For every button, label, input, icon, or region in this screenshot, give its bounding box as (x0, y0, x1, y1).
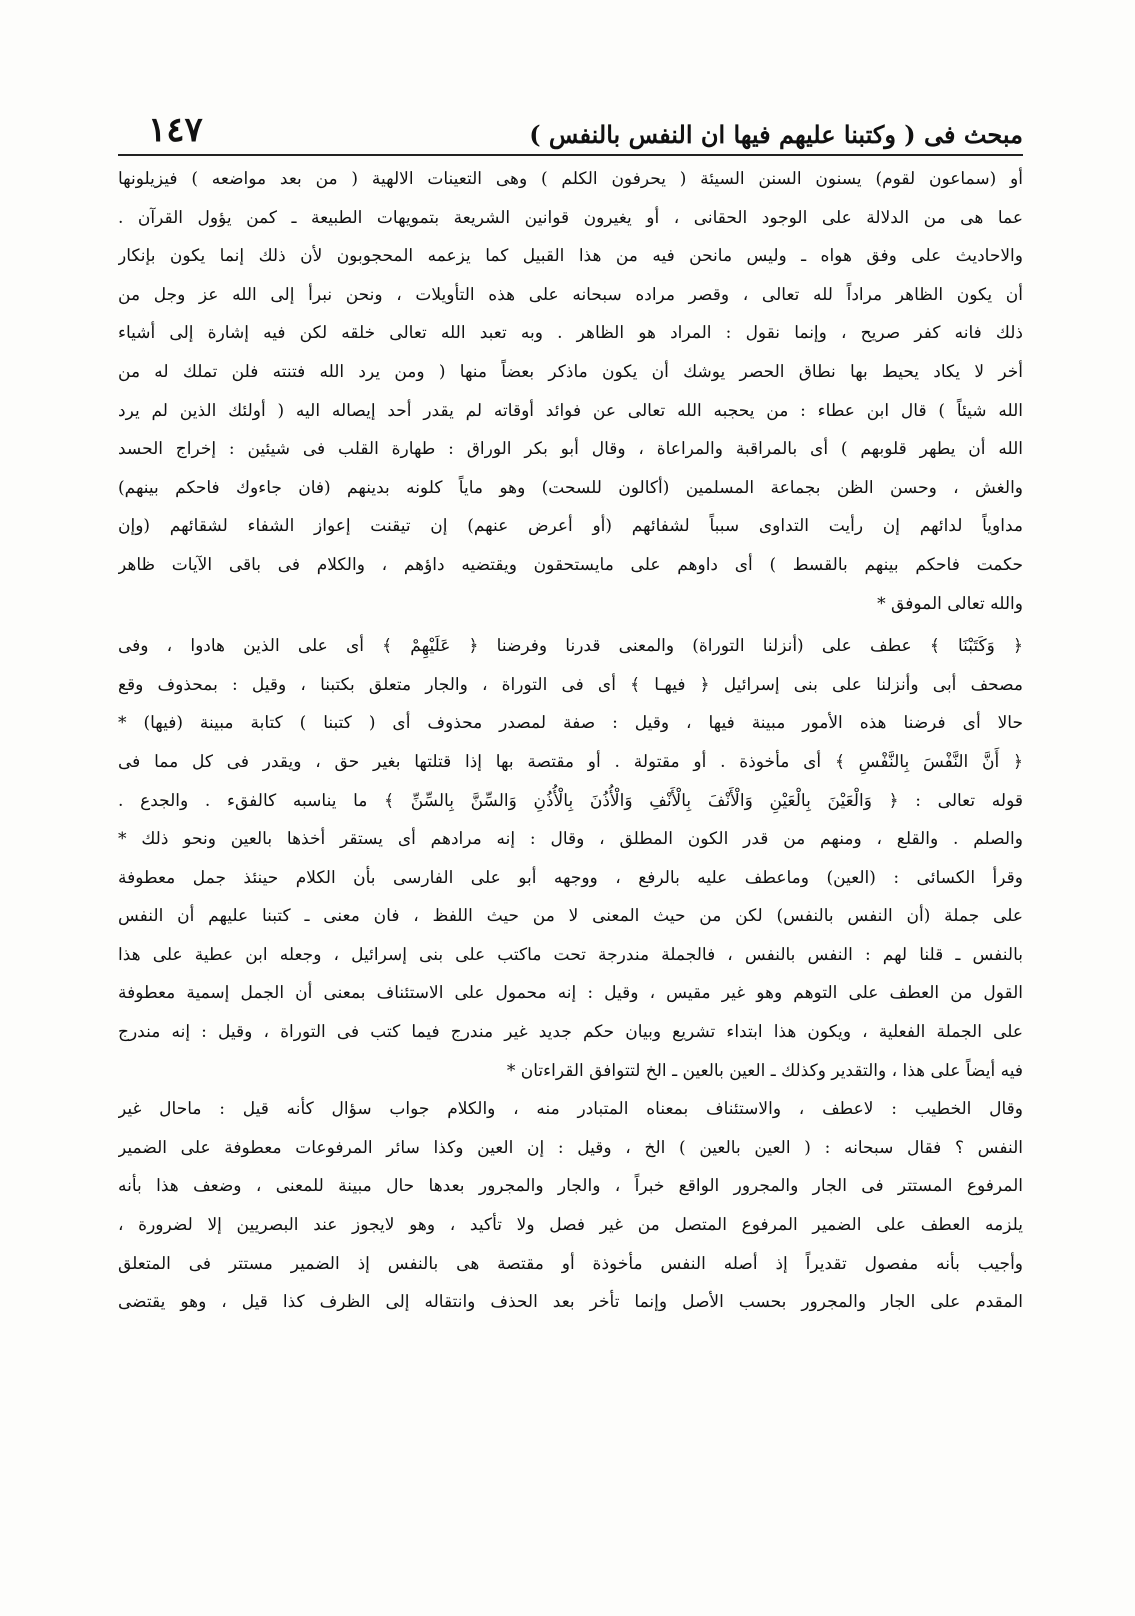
text-line: مصحف أبى وأنزلنا على بنى إسرائيل ﴿ فيهـا ﴾ أى فى التوراة ، والجار متعلق بكتبنا ، وقيل : بمحذوف وقع (118, 674, 1023, 695)
text-line: المقدم على الجار والمجرور بحسب الأصل وإنما تأخر بعد الحذف وانتقاله إلى الظرف كذا قيل ، وهو يقتضى (118, 1292, 1023, 1313)
text-line: والاحاديث على وفق هواه ـ وليس مانحن فيه من هذا القبيل كما يزعمه المحجوبون لأن ذلك إنما يكون بإنكار (118, 246, 1023, 267)
text-line: المرفوع المستتر فى الجار والمجرور الواقع خبراً ، والجار والمجرور بعدها حال مبينة للمعنى ، وضعف هذا بأنه (118, 1176, 1023, 1197)
text-line: بالنفس ـ قلنا لهم : النفس بالنفس ، فالجملة مندرجة تحت ماكتب على بنى إسرائيل ، وجعله ابن عطية على هذا (118, 944, 1023, 965)
text-line: فيه أيضاً على هذا ، والتقدير وكذلك ـ العين بالعين ـ الخ لتتوافق القراءتان * (506, 1060, 1023, 1081)
text-line: قوله تعالى : ﴿ وَالْعَيْنَ بِالْعَيْنِ وَالْأَنْفَ بِالْأَنْفِ وَالْأُذُنَ بِالْأُذُنِ وَالسِّنَّ بِالسِّنِّ ﴾ ما يناسبه كالفقء . والجدع . (118, 790, 1023, 811)
text-line: يلزمه العطف على الضمير المرفوع المتصل من غير فصل ولا تأكيد ، وهو لايجوز عند البصريين إلا لضرورة ، (118, 1215, 1023, 1236)
text-line: حالا أى فرضنا هذه الأمور مبينة فيها ، وقيل : صفة لمصدر محذوف أى ( كتبنا ) كتابة مبينة (فيها) * (118, 713, 1023, 734)
text-line: ﴿ وَكَتَبْنَا ﴾ عطف على (أنزلنا التوراة) والمعنى قدرنا وفرضنا ﴿ عَلَيْهِمْ ﴾ أى على الذين هادوا ، وفى (118, 636, 1023, 657)
text-line: الله أن يطهر قلوبهم ) أى بالمراقبة والمراعاة ، وقال أبو بكر الوراق : طهارة القلب فى شيئين : إخراج الحسد (118, 439, 1023, 460)
text-line: وقال الخطيب : لاعطف ، والاستئناف بمعناه المتبادر منه ، والكلام جواب سؤال كأنه قيل : ماحال غير (118, 1099, 1023, 1120)
text-line: أخر لا يكاد يحيط بها نطاق الحصر يوشك أن يكون ماذكر بعضاً منها ( ومن يرد الله فتنته فلن تملك له من (118, 361, 1023, 382)
text-line: النفس ؟ فقال سبحانه : ( العين بالعين ) الخ ، وقيل : إن العين وكذا سائر المرفوعات معطوفة على الضمير (118, 1137, 1023, 1158)
text-line: وأجيب بأنه مفصول تقديراً إذ أصله النفس مأخوذة أو مقتصة هى بالنفس إذ الضمير مستتر فى المتعلق (118, 1253, 1023, 1274)
text-line: على جملة (أن النفس بالنفس) لكن من حيث المعنى لا من حيث اللفظ ، فان معنى ـ كتبنا عليهم أن النفس (118, 906, 1023, 927)
running-title: مبحث فى ( وكتبنا عليهم فيها ان النفس بالنفس ) (529, 120, 1023, 149)
page-number: ١٤٧ (148, 110, 203, 150)
text-line: حكمت فاحكم بينهم بالقسط ) أى داوهم على مايستحقون ويقتضيه داؤهم ، والكلام فى باقى الآيات ظاهر (118, 554, 1023, 575)
text-line: والله تعالى الموفق * (877, 593, 1023, 614)
text-line: والغش ، وحسن الظن بجماعة المسلمين (أكالون للسحت) وهو ماياً كلونه بدينهم (فان جاءوك فاحكم بينهم) (118, 477, 1023, 498)
text-line: ﴿ أَنَّ النَّفْسَ بِالنَّفْسِ ﴾ أى مأخوذة . أو مقتولة . أو مقتصة بها إذا قتلتها بغير حق ، ويقدر فى كل مما فى (118, 751, 1023, 772)
text-line: على الجملة الفعلية ، ويكون هذا ابتداء تشريع وبيان حكم جديد غير مندرج فيما كتب فى التوراة ، وقيل : إنه مندرج (118, 1022, 1023, 1043)
text-line: مداوياً لدائهم إن رأيت التداوى سبباً لشفائهم (أو أعرض عنهم) إن تيقنت إعواز الشفاء لشقائهم (وإن (118, 516, 1023, 537)
text-line: القول من العطف على التوهم وهو غير مقيس ، وقيل : إنه محمول على الاستئناف بمعنى أن الجمل إسمية معطوفة (118, 983, 1023, 1004)
page-header (118, 106, 1023, 154)
body-text (118, 160, 1023, 1322)
text-line: الله شيئاً ) قال ابن عطاء : من يحجبه الله تعالى عن فوائد أوقاته لم يقدر أحد إيصاله اليه ( أولئك الذين لم يرد (118, 400, 1023, 421)
text-line: أو (سماعون لقوم) يسنون السنن السيئة ( يحرفون الكلم ) وهى التعينات الالهية ( من بعد مواضعه ) فيزيلونها (118, 169, 1023, 189)
text-line: ذلك فانه كفر صريح ، وإنما نقول : المراد هو الظاهر . وبه تعبد الله تعالى خلقه لكن فيه إشارة إلى أشياء (118, 323, 1023, 344)
text-line: والصلم . والقلع ، ومنهم من قدر الكون المطلق ، وقال : إنه مرادهم أى يستقر أخذها بالعين ونحو ذلك * (118, 829, 1023, 850)
text-line: عما هى من الدلالة على الوجود الحقانى ، أو يغيرون قوانين الشريعة بتمويهات الطبيعة ـ كمن يؤول القرآن . (118, 207, 1023, 228)
text-line: وقرأ الكسائى : (العين) وماعطف عليه بالرفع ، ووجهه أبو على الفارسى بأن الكلام حينئذ جمل معطوفة (118, 867, 1023, 888)
header-rule (118, 154, 1023, 156)
text-line: أن يكون الظاهر مراداً لله تعالى ، وقصر مراده سبحانه على هذه التأويلات ، ونحن نبرأ إلى الله عز وجل من (118, 284, 1023, 305)
